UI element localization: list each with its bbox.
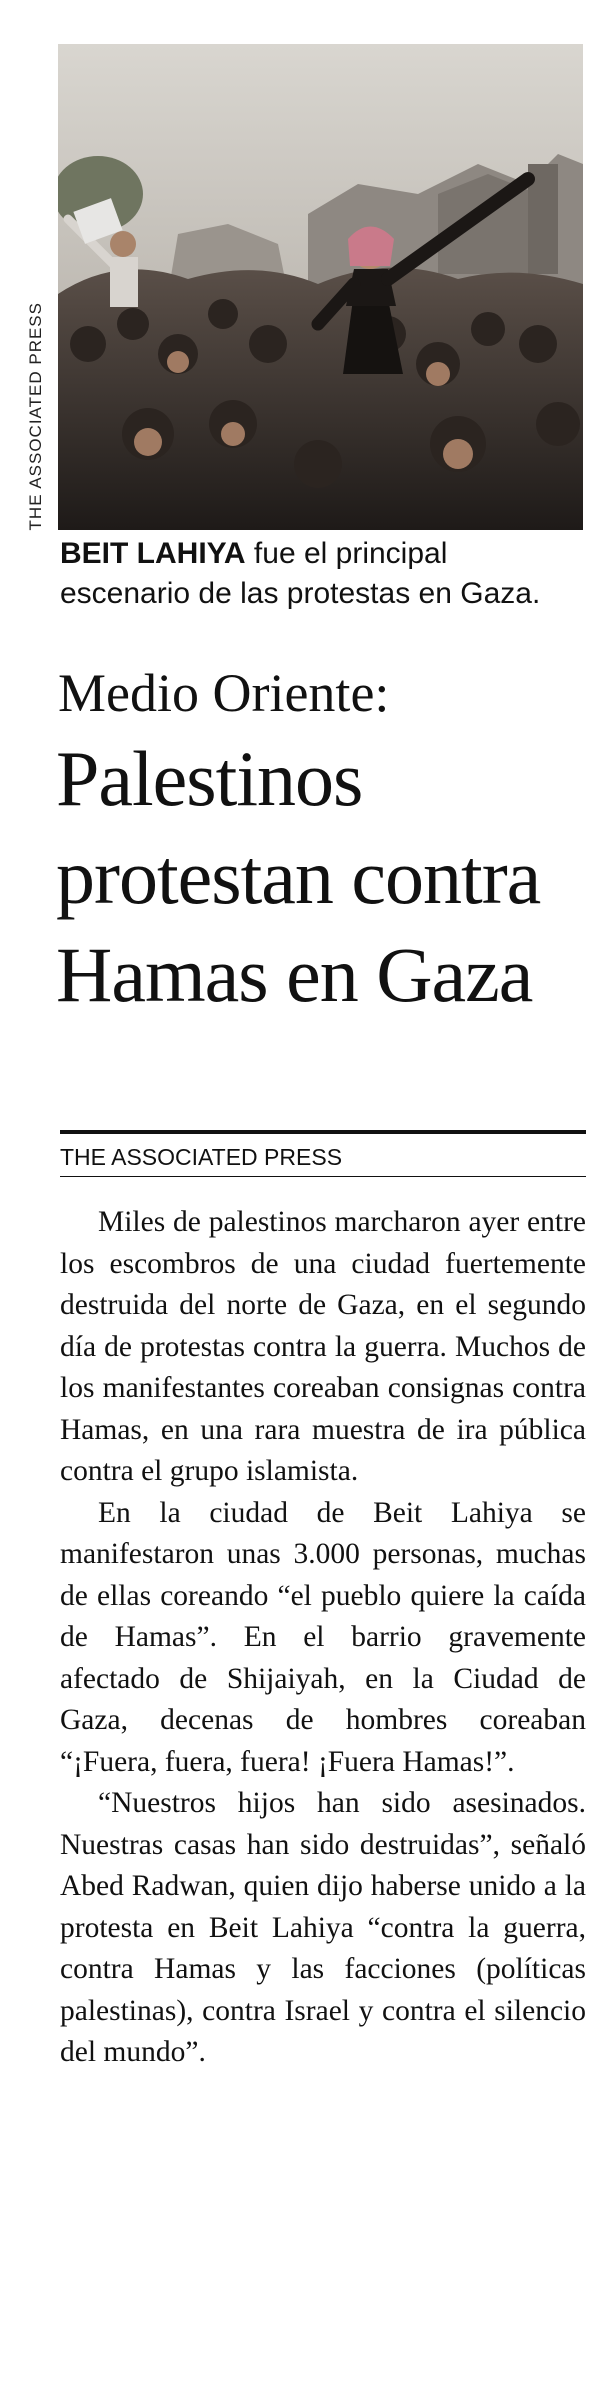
caption-location: BEIT LAHIYA xyxy=(60,537,246,570)
caption-text: fue el principal escenario de las protestas en Gaza. xyxy=(60,537,541,610)
article-kicker: Medio Oriente: xyxy=(58,663,390,723)
photo-caption xyxy=(60,534,585,614)
photo-credit xyxy=(16,40,56,530)
article-headline: Palestinos protestan contra Hamas en Gaza xyxy=(56,735,541,1018)
article-paragraph: “Nuestros hijos han sido asesinados. Nuestras casas han sido destruidas”, señaló Abed Radwan, quien dijo haberse unido a la protesta en Beit Lahiya “contra la guerra, contra Hamas y las facciones (políticas palestinas), contra Israel y contra el silencio del mundo”. xyxy=(60,1787,586,2068)
article-byline: THE ASSOCIATED PRESS xyxy=(60,1144,343,1170)
article-paragraph: Miles de palestinos marcharon ayer entre los escombros de una ciudad fuertemente destruida del norte de Gaza, en el segundo día de protestas contra la guerra. Muchos de los manifestantes coreaban consignas contra Hamas, en una rara muestra de ira pública contra el grupo islamista. xyxy=(60,1206,586,1487)
photo-credit-text: THE ASSOCIATED PRESS xyxy=(26,301,45,530)
protest-photo xyxy=(58,44,583,530)
article-body xyxy=(60,1202,586,2074)
article-paragraph: En la ciudad de Beit Lahiya se manifestaron unas 3.000 personas, muchas de ellas coreando “el pueblo quiere la caída de Hamas”. En el barrio gravemente afectado de Shijaiyah, en la Ciudad de Gaza, decenas de hombres coreaban “¡Fuera, fuera, fuera! ¡Fuera Hamas!”. xyxy=(60,1496,586,1778)
byline-bottom-rule xyxy=(60,1176,586,1177)
byline-top-rule xyxy=(60,1130,586,1134)
protest-crowd-photo-icon xyxy=(58,44,583,530)
